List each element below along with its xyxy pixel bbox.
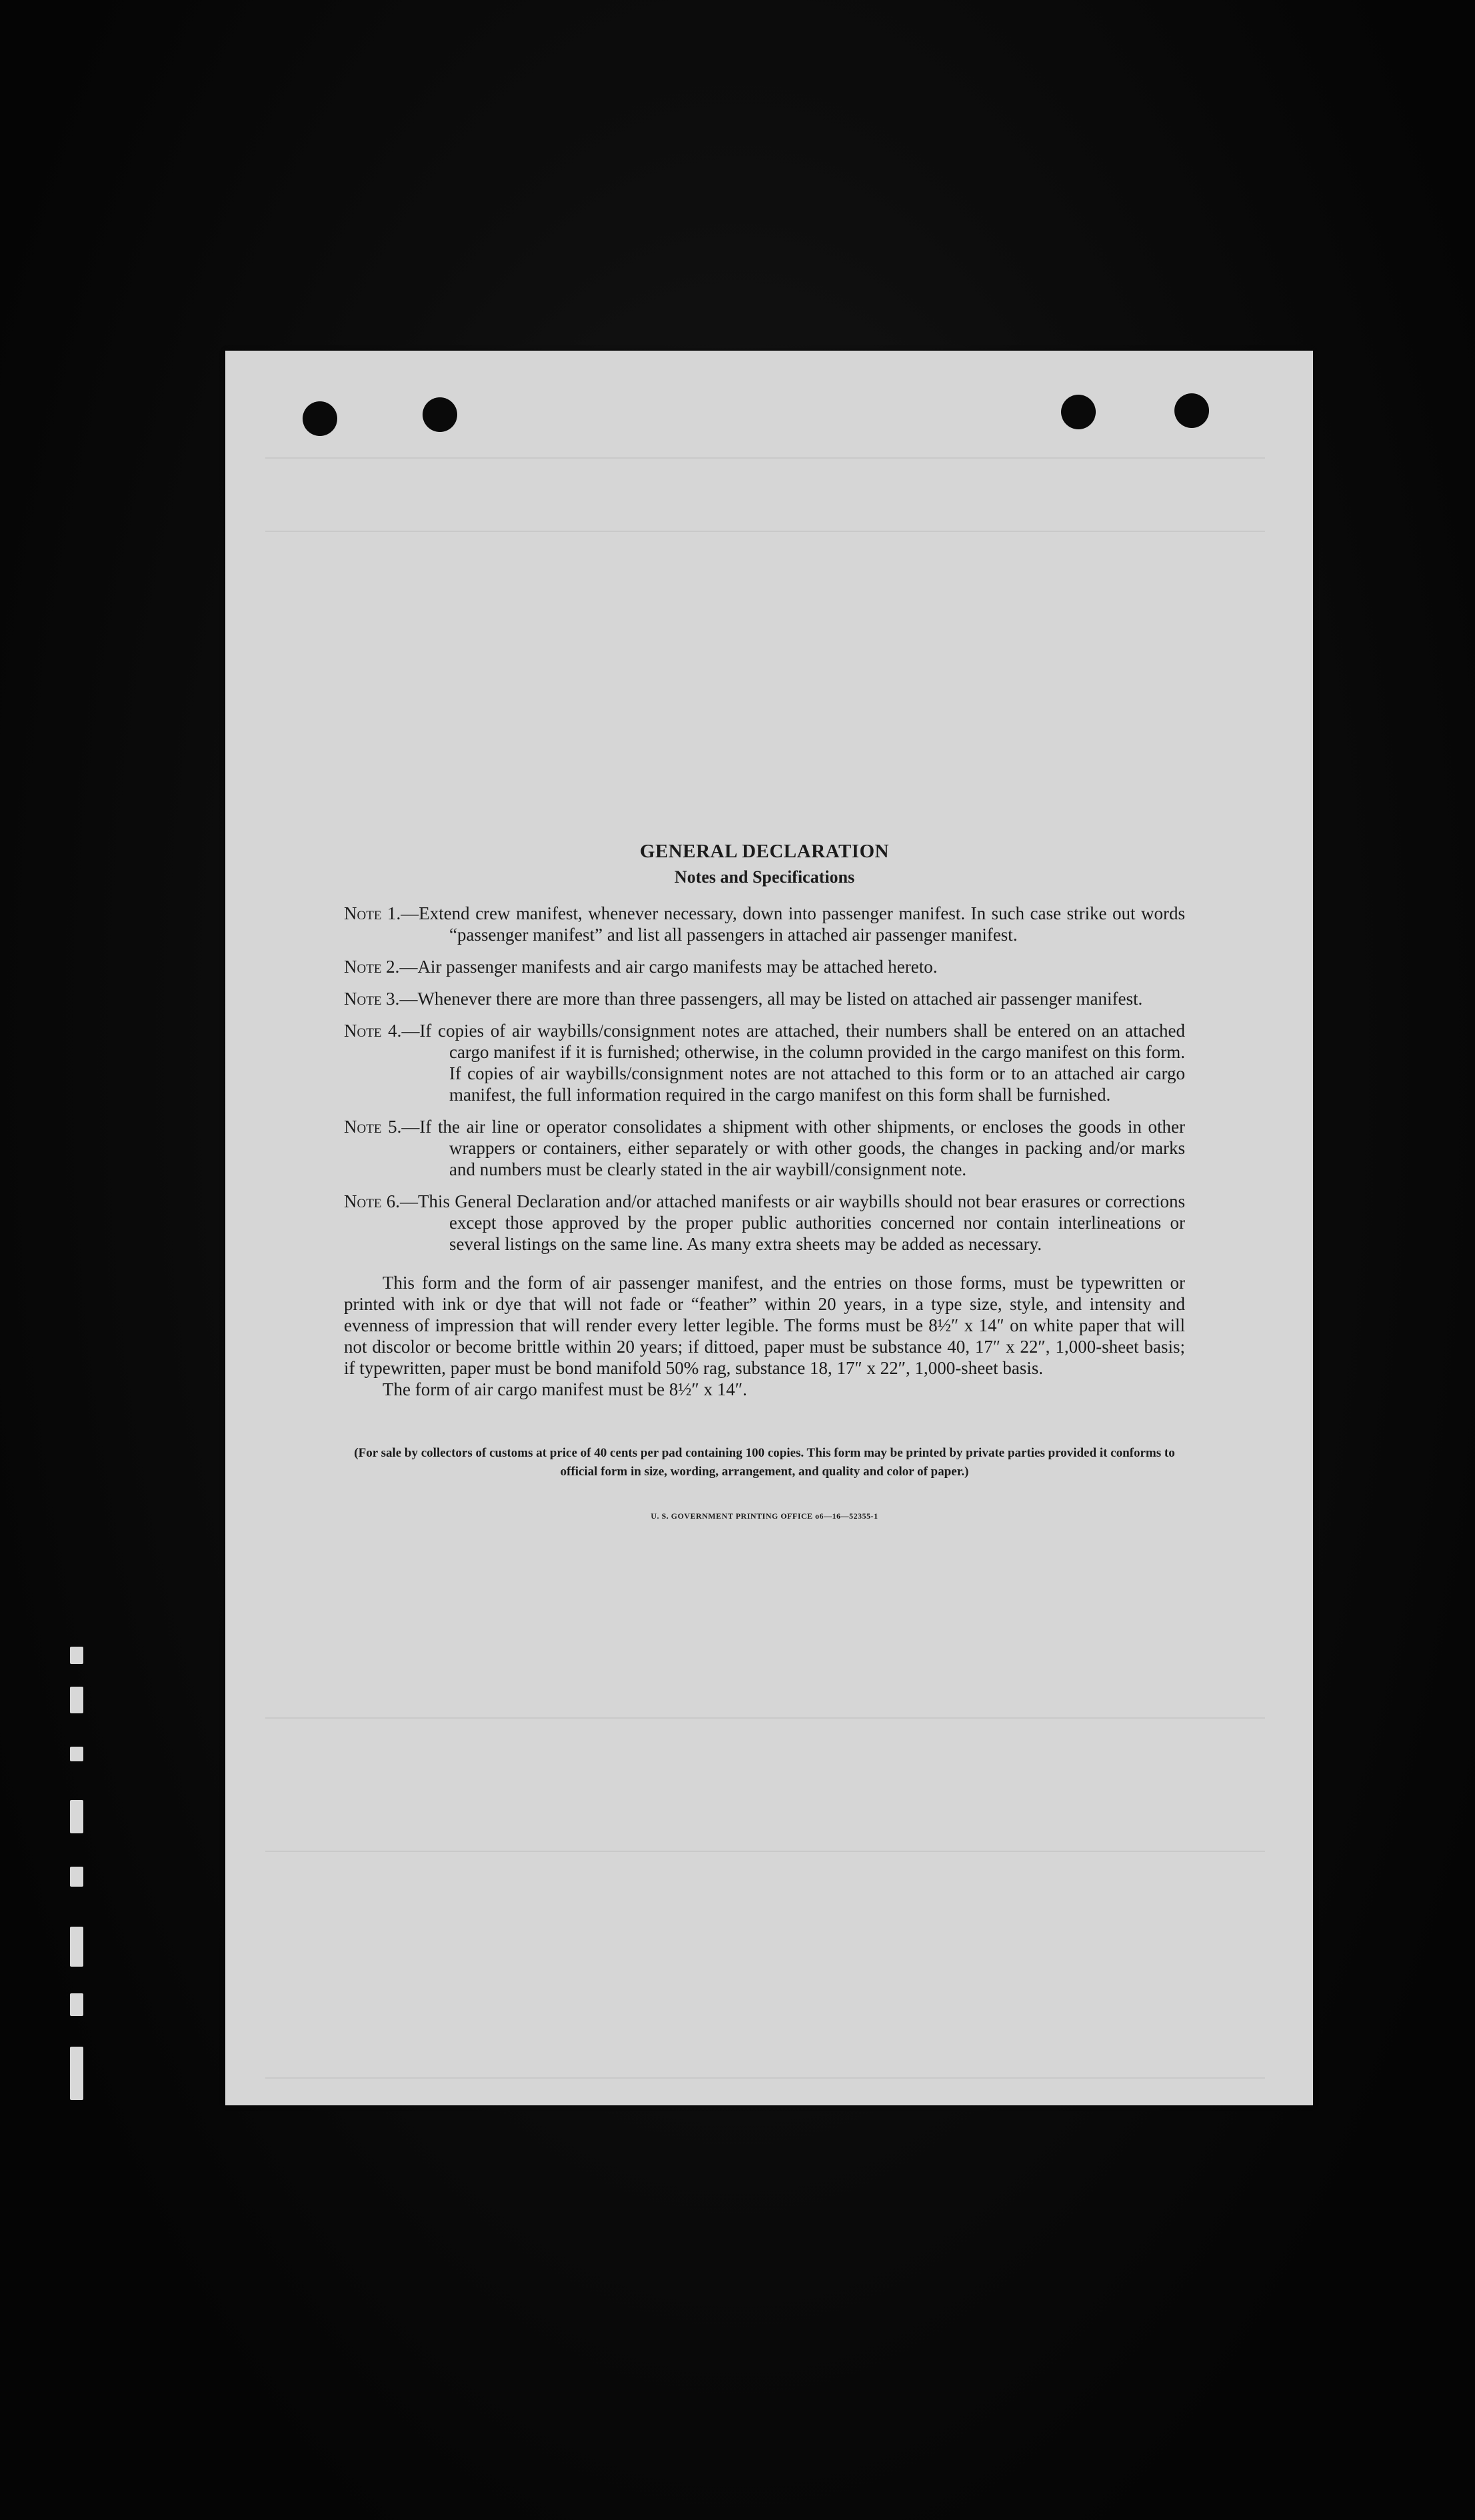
note-text: —Air passenger manifests and air cargo manifests may be attached hereto.: [399, 957, 938, 977]
film-edge-marks: [70, 1647, 97, 2127]
note-3: [344, 988, 1185, 1009]
note-text: —Whenever there are more than three passengers, all may be listed on attached air passenger manifest.: [399, 989, 1143, 1009]
note-5: [344, 1116, 1185, 1180]
bleed-through-rule: [265, 2077, 1265, 2079]
note-6: [344, 1191, 1185, 1255]
punch-hole-icon: [1174, 393, 1209, 428]
page-title: GENERAL DECLARATION: [640, 841, 889, 862]
note-text: —If the air line or operator consolidates a shipment with other shipments, or encloses the goods in other wrappers or containers, either separately or with other goods, the changes in packing and/or marks and numbers must be clearly stated in the air waybill/consignment note.: [401, 1117, 1185, 1179]
cargo-manifest-size-paragraph: The form of air cargo manifest must be 8½″ x 14″.: [383, 1379, 747, 1399]
note-label: Note 4.: [344, 1021, 402, 1041]
sale-notice: (For sale by collectors of customs at price of 40 cents per pad containing 100 copies. This form may be printed by private parties provided it conforms to official form in size, wording, arrangement, and quality and color of paper.): [354, 1446, 1175, 1479]
note-text: —Extend crew manifest, whenever necessary, down into passenger manifest. In such case strike out words “passenger manifest” and list all passengers in attached air passenger manifest.: [401, 903, 1186, 945]
form-specification-paragraph: This form and the form of air passenger manifest, and the entries on those forms, must be typewritten or printed with ink or dye that will not fade or “feather” within 20 years, in a type size, style, and intensity and evenness of impression that will render every letter legible. The forms must be 8½″ x 14″ on white paper that will not discolor or become brittle within 20 years; if dittoed, paper must be substance 40, 17″ x 22″, 1,000-sheet basis; if typewritten, paper must be bond manifold 50% rag, substance 18, 17″ x 22″, 1,000-sheet basis.: [344, 1273, 1185, 1378]
note-text: —If copies of air waybills/consignment notes are attached, their numbers shall be entered on an attached cargo manifest if it is furnished; otherwise, in the column provided in the cargo manifest on this form. If copies of air waybills/consignment notes are not attached to this form or to an attached air cargo manifest, the full information required in the cargo manifest on this form shall be furnished.: [401, 1021, 1185, 1105]
bleed-through-rule: [265, 457, 1265, 459]
note-label: Note 3.: [344, 989, 400, 1009]
bleed-through-rule: [265, 1851, 1265, 1852]
punch-hole-icon: [303, 401, 337, 436]
document-page: [225, 351, 1313, 2105]
bleed-through-rule: [265, 1717, 1265, 1719]
note-label: Note 2.: [344, 957, 400, 977]
note-1: [344, 903, 1185, 945]
printer-imprint: U. S. GOVERNMENT PRINTING OFFICE o6—16—52355-1: [651, 1511, 878, 1521]
note-label: Note 1.: [344, 903, 401, 923]
note-text: —This General Declaration and/or attached manifests or air waybills should not bear erasures or corrections except those approved by the proper public authorities concerned nor contain interlineations or several listings on the same line. As many extra sheets may be added as necessary.: [400, 1191, 1185, 1254]
bleed-through-rule: [265, 531, 1265, 532]
page-subtitle: Notes and Specifications: [674, 867, 855, 887]
note-2: [344, 956, 1185, 977]
punch-hole-icon: [1061, 395, 1096, 429]
note-label: Note 6.: [344, 1191, 401, 1211]
note-4: [344, 1020, 1185, 1105]
punch-hole-icon: [423, 397, 457, 432]
note-label: Note 5.: [344, 1117, 402, 1137]
declaration-notes: [344, 840, 1185, 1527]
